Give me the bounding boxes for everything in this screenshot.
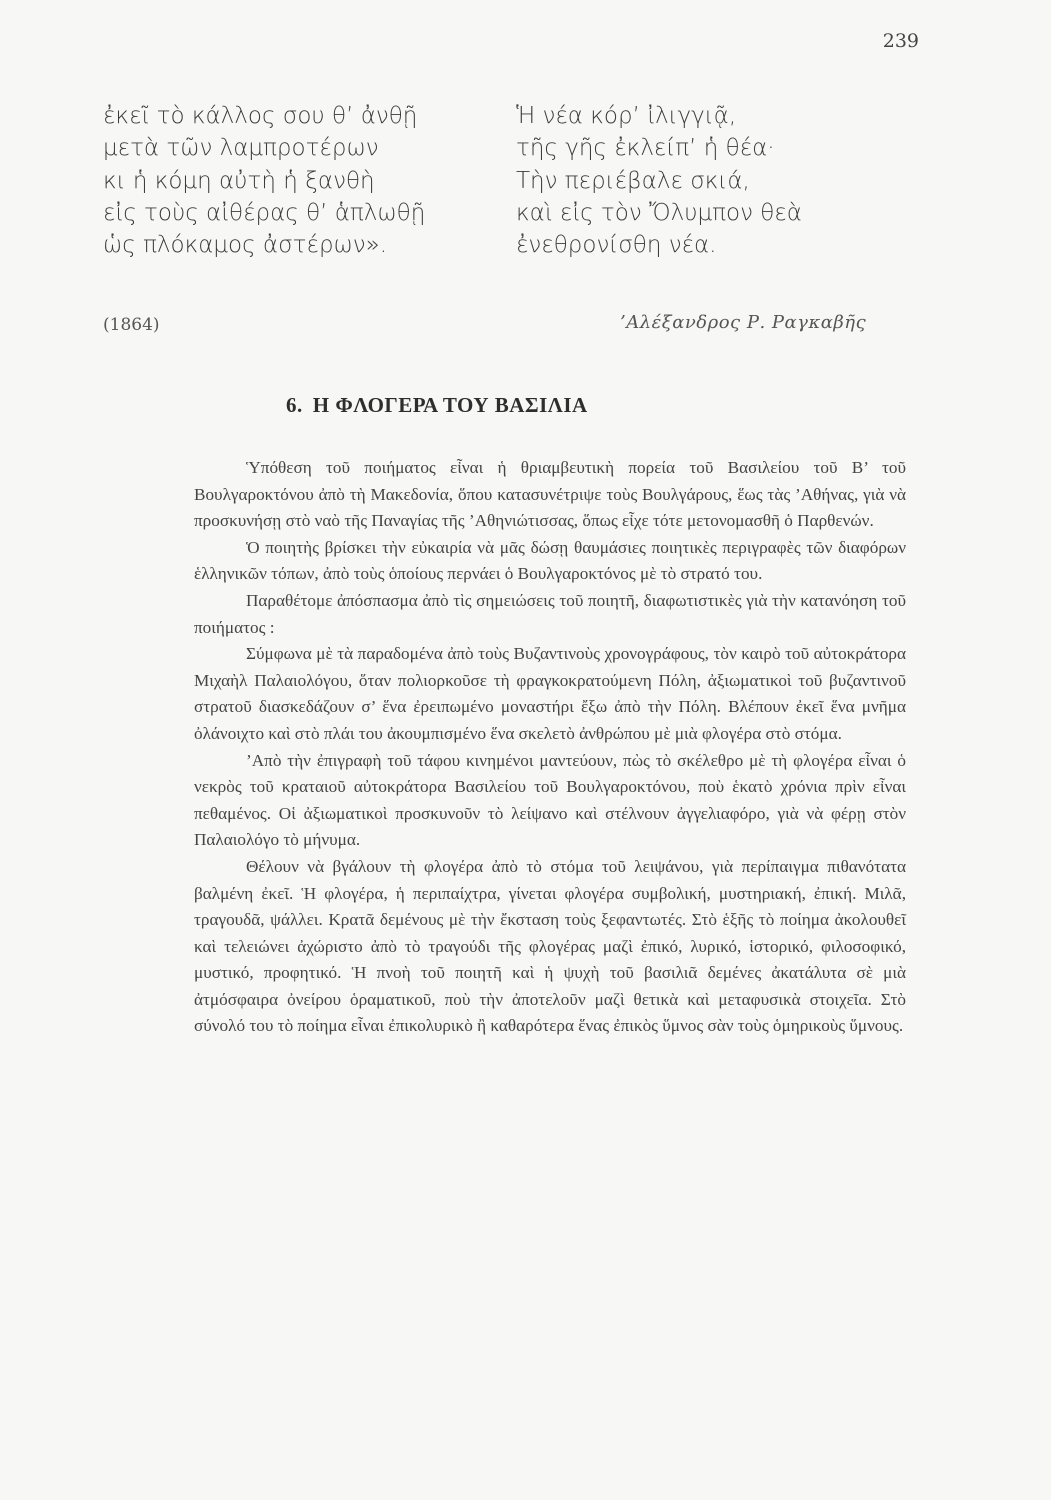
paragraph: ’Απὸ τὴν ἐπιγραφὴ τοῦ τάφου κινημένοι μαντεύουν, πὼς τὸ σκέλεθρο μὲ τὴ φλογέρα εἶναι ὁ νεκρὸς τοῦ κραταιοῦ αὐτοκράτορα Βασιλείου τοῦ Βουλγαροκτόνου, ποὺ ἑκατὸ χρόνια πρὶν εἶναι πεθαμένος. Οἱ ἀξιωματικοὶ προσκυνοῦν τὸ λείψανο καὶ στέλνουν ἀγγελιαφόρο, γιὰ νὰ φέρῃ στὸν Παλαιολόγο τὸ μήνυμα. <box>194 750 906 850</box>
poem-line: κι ἡ κόμη αὐτὴ ἡ ξανθὴ <box>103 167 375 194</box>
poem-line: Ἡ νέα κόρ’ ἰλιγγιᾷ, <box>516 103 737 129</box>
poem-left-stanza <box>103 100 425 261</box>
poem-year: (1864) <box>103 315 160 335</box>
section-number: 6. <box>286 393 303 417</box>
poem-line: τῆς γῆς ἐκλείπ’ ἡ θέα· <box>516 135 775 162</box>
paragraph: Σύμφωνα μὲ τὰ παραδομένα ἀπὸ τοὺς Βυζαντινοὺς χρονογράφους, τὸν καιρὸ τοῦ αὐτοκράτορα Μιχαὴλ Παλαιολόγου, ὅταν πολιορκοῦσε τὴ φραγκοκρατούμενη Πόλη, ἀξιωματικοὶ τοῦ βυζαντινοῦ στρατοῦ διασκεδάζουν σ’ ἕνα ἐρειπωμένο μοναστήρι ἔξω ἀπὸ τὴν Πόλη. Βλέπουν ἐκεῖ ἕνα μνῆμα ὀλάνοιχτο καὶ στὸ πλάι του ἀκουμπισμένο ἕνα σκελετὸ ἀνθρώπου μὲ μιὰ φλογέρα στὸ στόμα. <box>194 644 906 743</box>
poem-line: Τὴν περιέβαλε σκιά, <box>516 167 750 194</box>
poem-author: ’Αλέξανδρος Ρ. Ραγκαβῆς <box>620 312 867 333</box>
poem-excerpt <box>103 100 903 280</box>
poem-line: εἰς τοὺς αἰθέρας θ’ ἁπλωθῇ <box>103 199 426 226</box>
poem-line: ἐκεῖ τὸ κάλλος σου θ’ ἀνθῇ <box>103 103 418 129</box>
poem-line: ὡς πλόκαμος ἀστέρων». <box>103 232 388 259</box>
section-heading <box>286 393 588 418</box>
poem-line: καὶ εἰς τὸν Ὄλυμπον θεὰ <box>516 199 802 226</box>
poem-line: ἐνεθρονίσθη νέα. <box>516 232 717 259</box>
poem-line: μετὰ τῶν λαμπροτέρων <box>103 135 379 162</box>
paragraph: Ὁ ποιητὴς βρίσκει τὴν εὐκαιρία νὰ μᾶς δώσῃ θαυμάσιες ποιητικὲς περιγραφὲς τῶν διαφόρων ἑλληνικῶν τόπων, ἀπὸ τοὺς ὁποίους περνάει ὁ Βουλγαροκτόνος μὲ τὸ στρατό του. <box>194 537 906 584</box>
page-number: 239 <box>882 30 919 52</box>
body-text <box>194 455 906 1040</box>
section-title: Η ΦΛΟΓΕΡΑ ΤΟΥ ΒΑΣΙΛΙΑ <box>312 393 588 417</box>
poem-right-stanza <box>516 100 802 261</box>
paragraph: Θέλουν νὰ βγάλουν τὴ φλογέρα ἀπὸ τὸ στόμα τοῦ λειψάνου, γιὰ περίπαιγμα πιθανότατα βαλμένη ἐκεῖ. Ἡ φλογέρα, ἡ περιπαίχτρα, γίνεται φλογέρα συμβολική, μυστηριακή, ἐπική. Μιλᾶ, τραγουδᾶ, ψάλλει. Κρατᾶ δεμένους μὲ τὴν ἔκσταση τοὺς ξεφαντωτές. Στὸ ἑξῆς τὸ ποίημα ἀκολουθεῖ καὶ τελειώνει ἀχώριστο ἀπὸ τὸ τραγούδι τῆς φλογέρας μαζὶ ἐπικό, λυρικό, ἱστορικό, φιλοσοφικό, μυστικό, προφητικό. Ἡ πνοὴ τοῦ ποιητῆ καὶ ἡ ψυχὴ τοῦ βασιλιᾶ δεμένες ἀκατάλυτα σὲ μιὰ ἀτμόσφαιρα ὀνείρου ὁραματικοῦ, ποὺ τὴν ἀποτελοῦν μαζὶ θετικὰ καὶ μεταφυσικὰ στοιχεῖα. Στὸ σύνολό του τὸ ποίημα εἶναι ἐπικολυρικὸ ἢ καθαρότερα ἕνας ἐπικὸς ὕμνος σὰν τοὺς ὁμηρικοὺς ὕμνους. <box>194 856 906 1036</box>
paragraph: Παραθέτομε ἀπόσπασμα ἀπὸ τὶς σημειώσεις τοῦ ποιητῆ, διαφωτιστικὲς γιὰ τὴν κατανόηση τοῦ ποιήματος : <box>194 590 906 637</box>
paragraph: Ὑπόθεση τοῦ ποιήματος εἶναι ἡ θριαμβευτικὴ πορεία τοῦ Βασιλείου τοῦ Β’ τοῦ Βουλγαροκτόνου ἀπὸ τὴ Μακεδονία, ὅπου κατασυνέτριψε τοὺς Βουλγάρους, ἕως τὰς ’Αθήνας, γιὰ νὰ προσκυνήσῃ στὸ ναὸ τῆς Παναγίας τῆς ’Αθηνιώτισσας, ὅπως εἶχε τότε μετονομασθῆ ὁ Παρθενών. <box>194 458 906 531</box>
